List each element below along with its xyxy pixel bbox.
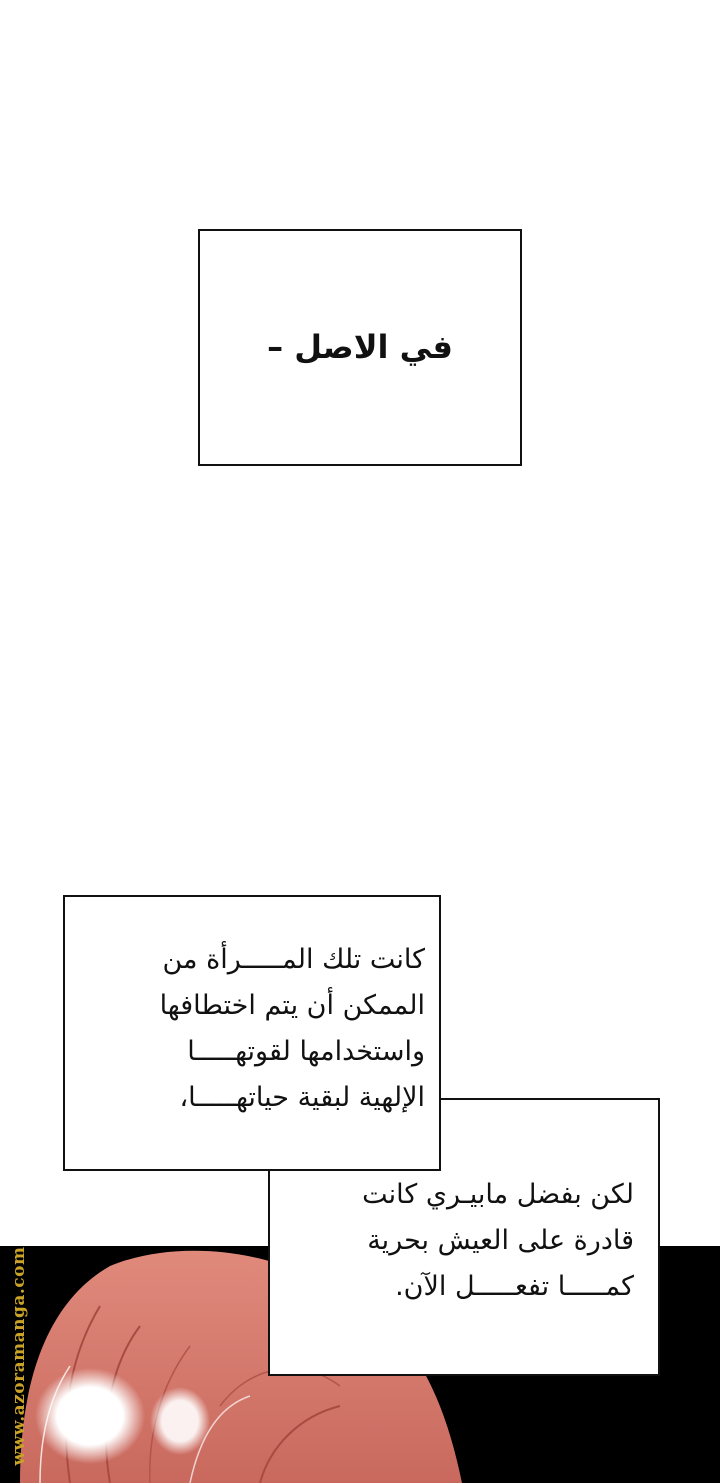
watermark-text: www.azoramanga.com <box>9 1246 29 1466</box>
glowing-eyes <box>35 1368 145 1464</box>
caption-line: كانت تلك المـــــرأة من <box>162 944 425 975</box>
caption-line: الممكن أن يتم اختطافها <box>159 990 425 1021</box>
caption-text: في الاصل – <box>267 328 453 367</box>
caption-line: قادرة على العيش بحرية <box>367 1225 634 1256</box>
caption-box-middle <box>63 895 441 1171</box>
caption-line: الإلهية لبقية حياتهـــــا، <box>179 1082 425 1113</box>
caption-line: لكن بفضل مابيـري كانت <box>362 1179 634 1210</box>
caption-line: كمـــــا تفعـــــل الآن. <box>395 1271 634 1302</box>
caption-box-top <box>198 229 522 466</box>
caption-line: واستخدامها لقوتهـــــا <box>187 1036 425 1067</box>
site-watermark <box>6 1232 32 1480</box>
